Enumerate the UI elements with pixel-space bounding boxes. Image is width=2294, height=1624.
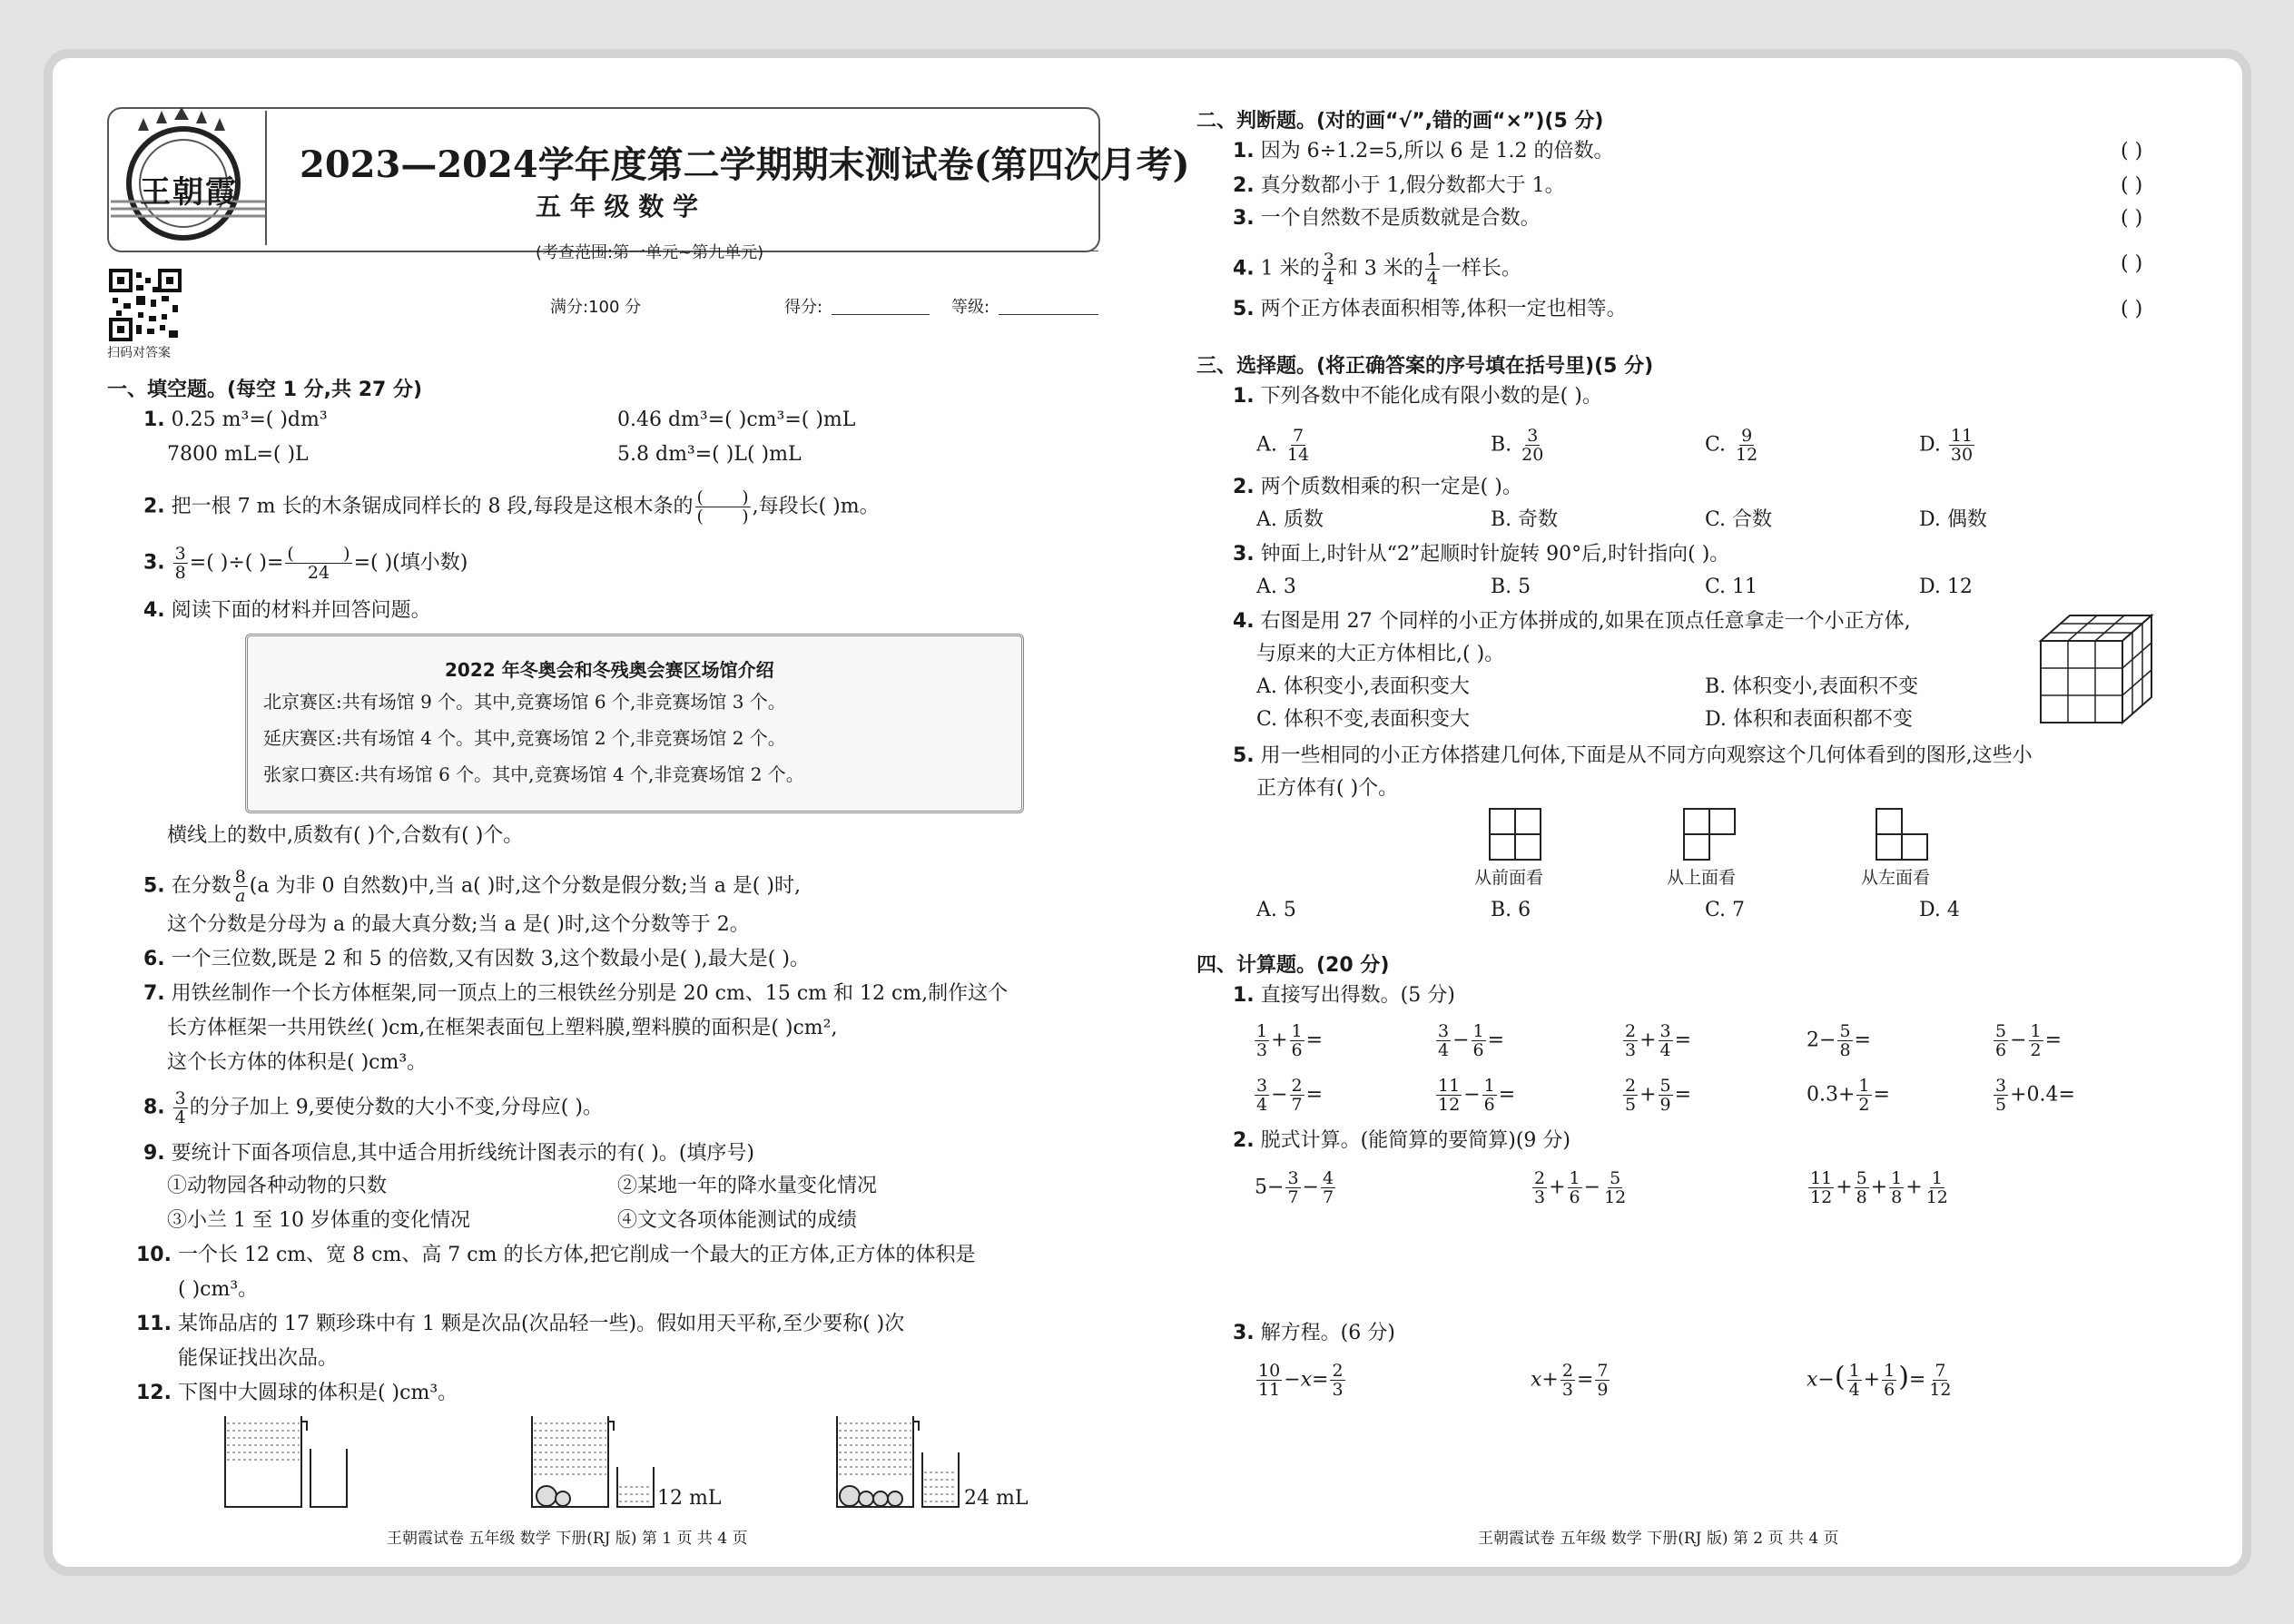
p3-q5: 5. 用一些相同的小正方体搭建几何体,下面是从不同方向观察这个几何体看到的图形,这些小: [1233, 744, 2033, 767]
p2-q1: 1. 因为 6÷1.2=5,所以 6 是 1.2 的倍数。: [1233, 140, 1614, 162]
calc-s1: 1. 直接写出得数。(5 分): [1233, 984, 1455, 1007]
q8-text: 的分子加上 9,要使分数的大小不变,分母应( )。: [189, 1096, 603, 1119]
section-choice-heading: 三、选择题。(将正确答案的序号填在括号里)(5 分): [1196, 355, 1654, 378]
q5-fraction: $\frac{8}{a}$: [234, 867, 246, 906]
calc-2-4[interactable]: 0.3+ $\frac{1}{2}$ =: [1807, 1076, 1890, 1115]
section-calc-heading: 四、计算题。(20 分): [1196, 954, 1390, 977]
p3-q2-opt-c[interactable]: C. 合数: [1705, 508, 1773, 531]
q4: [143, 597, 431, 625]
q6-text: 一个三位数,既是 2 和 5 的倍数,又有因数 3,这个数最小是( ),最大是( )。: [171, 948, 810, 970]
p2-q3-bracket[interactable]: ( ): [2121, 207, 2143, 230]
q10b: ( )cm³。: [178, 1278, 259, 1301]
q4-number: 4.: [143, 599, 165, 622]
p3-q1-opt-a[interactable]: A. $\frac{7}{14}$: [1256, 426, 1310, 465]
q2: [143, 488, 880, 526]
p3-q5-opt-b[interactable]: B. 6: [1491, 899, 1531, 921]
section-judgement-heading: 二、判断题。(对的画“√”,错的画“×”)(5 分): [1196, 110, 1604, 133]
calc-1-1[interactable]: $\frac{1}{3}$ + $\frac{1}{6}$ =: [1256, 1021, 1324, 1060]
box-title: 2022 年冬奥会和冬残奥会赛区场馆介绍: [445, 659, 774, 681]
view-left-label: 从左面看: [1861, 868, 1931, 888]
qr-code[interactable]: [109, 269, 182, 341]
footer-right: 王朝霞试卷 五年级 数学 下册(RJ 版) 第 2 页 共 4 页: [1478, 1530, 1839, 1548]
p3-q2: 2. 两个质数相乘的积一定是( )。: [1233, 476, 1522, 498]
q9: [143, 1140, 754, 1167]
p3-q1-opt-d[interactable]: D. $\frac{11}{30}$: [1919, 426, 1974, 465]
q3-tail: =( )(填小数): [353, 551, 468, 575]
p2-q5: 5. 两个正方体表面积相等,体积一定也相等。: [1233, 298, 1627, 320]
p3-q5-opt-d[interactable]: D. 4: [1919, 899, 1960, 921]
p3-q1: 1. 下列各数中不能化成有限小数的是( )。: [1233, 385, 1602, 408]
q11-number: 11.: [136, 1313, 172, 1335]
q8-number: 8.: [143, 1096, 165, 1119]
q11-text-a: 某饰品店的 17 颗珍珠中有 1 颗是次品(次品轻一些)。假如用天平称,至少要称( )次: [177, 1313, 905, 1335]
q1a: 0.25 m³=( )dm³: [171, 408, 328, 431]
q1d: 5.8 dm³=( )L( )mL: [617, 443, 802, 466]
q1-number: 1.: [143, 408, 165, 431]
q5-number: 5.: [143, 874, 165, 898]
q2-text: 把一根 7 m 长的木条锯成同样长的 8 段,每段是这根木条的: [171, 495, 694, 518]
p3-q3-opt-d[interactable]: D. 12: [1919, 576, 1973, 598]
q9-option-4: ④文文各项体能测试的成绩: [617, 1209, 858, 1232]
p3-q3-opt-b[interactable]: B. 5: [1491, 576, 1531, 598]
p2-q5-bracket[interactable]: ( ): [2121, 298, 2143, 320]
q12-number: 12.: [136, 1382, 172, 1404]
q5: [143, 868, 801, 905]
p3-q4b: 与原来的大正方体相比,( )。: [1256, 643, 1505, 665]
q9-option-3: ③小兰 1 至 10 岁体重的变化情况: [167, 1209, 470, 1232]
q9-option-1: ①动物园各种动物的只数: [167, 1175, 388, 1197]
q12-label-24ml: 24 mL: [964, 1487, 1029, 1510]
q2-tail: ,每段长( )m。: [752, 495, 880, 518]
box-line-2: 延庆赛区:共有场馆 4 个。其中,竞赛场馆 2 个,非竞赛场馆 2 个。: [263, 727, 786, 749]
view-top-figure: [1683, 808, 1738, 862]
calc-2-1[interactable]: $\frac{3}{4}$ − $\frac{2}{7}$ =: [1256, 1076, 1324, 1115]
q1b: 0.46 dm³=( )cm³=( )mL: [617, 408, 856, 431]
p3-q5-opt-c[interactable]: C. 7: [1705, 899, 1746, 921]
calc-1-4[interactable]: 2− $\frac{5}{8}$ =: [1807, 1021, 1871, 1060]
q12-figure-2: [530, 1412, 657, 1511]
calc-s2: 2. 脱式计算。(能简算的要简算)(9 分): [1233, 1129, 1570, 1152]
q5-text-b: (a 为非 0 自然数)中,当 a( )时,这个分数是假分数;当 a 是( )时,: [249, 874, 801, 898]
p2-q2: 2. 真分数都小于 1,假分数都大于 1。: [1233, 174, 1565, 197]
calc-1-3[interactable]: $\frac{2}{3}$ + $\frac{3}{4}$ =: [1625, 1021, 1692, 1060]
q4-text: 阅读下面的材料并回答问题。: [171, 599, 431, 622]
q12-text: 下图中大圆球的体积是( )cm³。: [177, 1382, 458, 1404]
calc-step-1[interactable]: 5− $\frac{3}{7}$ − $\frac{4}{7}$: [1255, 1168, 1334, 1207]
calc-1-5[interactable]: $\frac{5}{6}$ − $\frac{1}{2}$ =: [1995, 1021, 2063, 1060]
view-front-figure: [1489, 808, 1543, 862]
header-divider: [265, 111, 267, 245]
p3-q4-opt-c[interactable]: C. 体积不变,表面积变大: [1256, 708, 1471, 731]
p3-q1-opt-b[interactable]: B. $\frac{3}{20}$: [1491, 426, 1544, 465]
calc-2-2[interactable]: $\frac{11}{12}$ − $\frac{1}{6}$ =: [1438, 1076, 1516, 1115]
page-subtitle: 五 年 级 数 学: [536, 192, 698, 221]
logo: [111, 111, 265, 245]
q8: [143, 1089, 603, 1127]
equation-2[interactable]: x+ $\frac{2}{3}$ = $\frac{7}{9}$: [1531, 1361, 1609, 1400]
q5-text-a: 在分数: [171, 874, 231, 898]
q10: [136, 1242, 975, 1269]
score-blank[interactable]: [832, 314, 930, 315]
q11: [136, 1311, 904, 1338]
grade-label: 等级:: [951, 298, 990, 317]
calc-2-3[interactable]: $\frac{2}{5}$ + $\frac{5}{9}$ =: [1625, 1076, 1692, 1115]
p3-q5b: 正方体有( )个。: [1256, 777, 1399, 800]
q7b: 长方体框架一共用铁丝( )cm,在框架表面包上塑料膜,塑料膜的面积是( )cm²,: [167, 1017, 838, 1039]
q7-number: 7.: [143, 982, 165, 1005]
q3-number: 3.: [143, 551, 165, 575]
view-left-figure: [1876, 808, 1930, 862]
p3-q2-opt-d[interactable]: D. 偶数: [1919, 508, 1987, 531]
exam-scope: (考查范围:第一单元~第九单元): [536, 243, 764, 262]
p3-q4-opt-d[interactable]: D. 体积和表面积都不变: [1705, 708, 1913, 731]
p3-q3: 3. 钟面上,时针从“2”起顺时针旋转 90°后,时针指向( )。: [1233, 543, 1730, 566]
score-label: 得分:: [784, 298, 823, 317]
view-front-label: 从前面看: [1474, 868, 1544, 888]
q4-answer: 横线上的数中,质数有( )个,合数有( )个。: [167, 824, 524, 847]
box-line-3: 张家口赛区:共有场馆 6 个。其中,竞赛场馆 4 个,非竞赛场馆 2 个。: [263, 763, 804, 785]
q12-figure-3: [835, 1412, 962, 1511]
p3-q4: 4. 右图是用 27 个同样的小正方体拼成的,如果在顶点任意拿走一个小正方体,: [1233, 610, 1911, 633]
calc-step-2[interactable]: $\frac{2}{3}$ + $\frac{1}{6}$ − $\frac{5}{12}$: [1534, 1168, 1627, 1207]
p3-q2-opt-a[interactable]: A. 质数: [1256, 508, 1324, 531]
q7c: 这个长方体的体积是( )cm³。: [167, 1051, 428, 1074]
q3-fraction: $\frac{3}{8}$: [174, 544, 186, 583]
q2-number: 2.: [143, 495, 165, 518]
q1c: 7800 mL=( )L: [167, 443, 309, 466]
grade-blank[interactable]: [999, 314, 1098, 315]
footer-left: 王朝霞试卷 五年级 数学 下册(RJ 版) 第 1 页 共 4 页: [387, 1530, 748, 1548]
q12: [136, 1380, 458, 1407]
q6: [143, 946, 810, 973]
calc-2-5[interactable]: $\frac{3}{5}$ +0.4=: [1995, 1076, 2075, 1115]
equation-1[interactable]: $\frac{10}{11}$ −x= $\frac{2}{3}$: [1258, 1361, 1344, 1400]
q6-number: 6.: [143, 948, 165, 970]
cube-27-figure: [2039, 614, 2157, 724]
p3-q4-opt-b[interactable]: B. 体积变小,表面积不变: [1705, 675, 1919, 698]
p2-q1-bracket[interactable]: ( ): [2121, 140, 2143, 162]
p2-q4: 4. 1 米的 $\frac{3}{4}$ 和 3 米的 $\frac{1}{4}$ 一样长。: [1233, 250, 1521, 289]
q10-number: 10.: [136, 1244, 172, 1266]
q10-text-a: 一个长 12 cm、宽 8 cm、高 7 cm 的长方体,把它削成一个最大的正方体,正方体的体积是: [177, 1244, 976, 1266]
box-line-1: 北京赛区:共有场馆 9 个。其中,竞赛场馆 6 个,非竞赛场馆 3 个。: [263, 691, 786, 713]
q11b: 能保证找出次品。: [178, 1347, 339, 1370]
q2-blank-fraction[interactable]: $\frac{( )}{( )}$: [696, 487, 749, 527]
full-score: 满分:100 分: [550, 298, 642, 317]
q9-text: 要统计下面各项信息,其中适合用折线统计图表示的有( )。(填序号): [171, 1142, 754, 1165]
p3-q1-opt-c[interactable]: C. $\frac{9}{12}$: [1705, 426, 1758, 465]
section-fill-blank-heading: 一、填空题。(每空 1 分,共 27 分): [107, 379, 423, 401]
p3-q5-opt-a[interactable]: A. 5: [1256, 899, 1296, 921]
qr-code-icon: [109, 269, 182, 341]
p2-q3: 3. 一个自然数不是质数就是合数。: [1233, 207, 1541, 230]
q1: [143, 407, 328, 434]
p2-q4-bracket[interactable]: ( ): [2121, 252, 2143, 275]
q5c: 这个分数是分母为 a 的最大真分数;当 a 是( )时,这个分数等于 2。: [167, 913, 750, 936]
view-top-label: 从上面看: [1667, 868, 1737, 888]
calc-1-2[interactable]: $\frac{3}{4}$ − $\frac{1}{6}$ =: [1438, 1021, 1505, 1060]
q7-text-a: 用铁丝制作一个长方体框架,同一顶点上的三根铁丝分别是 20 cm、15 cm 和 12 cm,制作这个: [171, 982, 1009, 1005]
p3-q3-opt-a[interactable]: A. 3: [1256, 576, 1296, 598]
q9-option-2: ②某地一年的降水量变化情况: [617, 1175, 878, 1197]
calc-step-3[interactable]: $\frac{11}{12}$ + $\frac{5}{8}$ + $\frac{1}{8}$ + $\frac{1}{12}$: [1810, 1168, 1948, 1207]
q7: [143, 980, 1008, 1008]
q3-blank-fraction[interactable]: $\frac{( )}{24}$: [287, 544, 350, 583]
p3-q4-opt-a[interactable]: A. 体积变小,表面积变大: [1256, 675, 1470, 698]
q3-mid: =( )÷( )=: [189, 551, 284, 575]
equation-3[interactable]: x−( $\frac{1}{4}$ + $\frac{1}{6}$ )= $\frac{7}{12}$: [1807, 1361, 1952, 1400]
calc-s3: 3. 解方程。(6 分): [1233, 1322, 1395, 1344]
page-title: 2023—2024学年度第二学期期末测试卷(第四次月考): [300, 143, 1190, 186]
q9-number: 9.: [143, 1142, 165, 1165]
q12-figure-1: [223, 1412, 350, 1511]
p3-q3-opt-c[interactable]: C. 11: [1705, 576, 1758, 598]
logo-text: 王朝霞: [140, 174, 238, 211]
q12-label-12ml: 12 mL: [657, 1487, 722, 1510]
q3: [143, 545, 468, 582]
q8-fraction: $\frac{3}{4}$: [174, 1088, 186, 1127]
qr-caption: 扫码对答案: [107, 346, 171, 360]
p2-q2-bracket[interactable]: ( ): [2121, 174, 2143, 197]
p3-q2-opt-b[interactable]: B. 奇数: [1491, 508, 1559, 531]
